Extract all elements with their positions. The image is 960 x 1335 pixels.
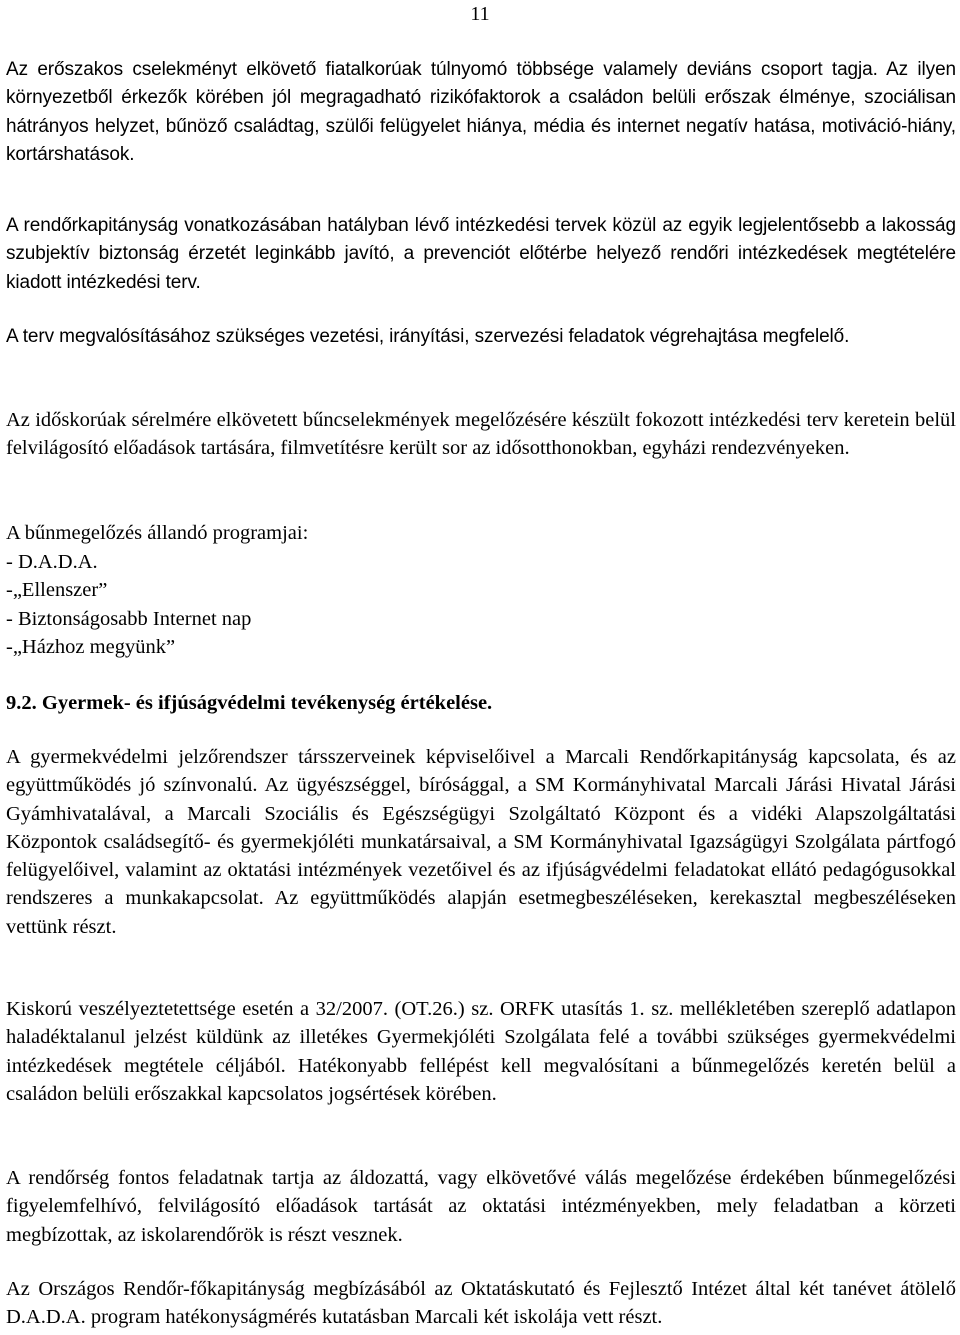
paragraph-text: Az Országos Rendőr-főkapitányság megbízásából az Oktatáskutató és Fejlesztő Intézet által két tanévet átölelő D.A.D.A. program hatékonyságmérés kutatásban Marcali két iskolája vett részt.: [6, 1278, 956, 1329]
program-item: - D.A.D.A.: [6, 550, 98, 573]
paragraph-dada-research: [6, 1275, 956, 1332]
paragraph-child-protection: [6, 743, 956, 941]
paragraph-child-endangerment: [6, 995, 956, 1108]
section-title: 9.2. Gyermek- és ifjúságvédelmi tevékenység értékelése.: [6, 692, 493, 714]
paragraph-elderly-protection: [6, 406, 956, 463]
paragraph-text: A gyermekvédelmi jelzőrendszer társszerveinek képviselőivel a Marcali Rendőrkapitányság kapcsolata, és az együttműködés jó színvonalú. Az ügyészséggel, bírósággal, a SM Kormányhivatal Marcali Járási Hivatal Járási Gyámhivatalával, a Marcali Szociális és Egészségügyi Szolgáltató Központ és a vidéki Alapszolgáltatási Központok családsegítő- és gyermekjóléti munkatársaival, a SM Kormányhivatal Igazságügyi Szolgálata pártfogó felügyelőivel, valamint az oktatási intézmények vezetőivel és az ifjúságvédelmi feladatokat ellátó pedagógusokkal rendszeres a munkakapcsolat. Az együttműködés alapján esetmegbeszéléseken, kerekasztal megbeszéléseken vettünk részt.: [6, 746, 956, 938]
paragraph-action-plans: [6, 212, 956, 297]
page-number: 11: [470, 3, 490, 25]
program-item: -„Ellenszer”: [6, 579, 108, 601]
paragraph-text: Az erőszakos cselekményt elkövető fiatalkorúak túlnyomó többsége valamely deviáns csoport tagja. Az ilyen környezetből érkezők körében jól megragadható rizikófaktorok a családon belüli erőszak élménye, szociálisan hátrányos helyzet, bűnöző családtag, szülői felügyelet hiánya, média és internet negatív hatása, motiváció-hiány, kortárshatások.: [6, 59, 956, 165]
program-list: [6, 519, 956, 662]
paragraph-text: A rendőrkapitányság vonatkozásában hatályban lévő intézkedési tervek közül az egyik legjelentősebb a lakosság szubjektív biztonság érzetét leginkább javító, a prevenciót előtérbe helyező rendőri intézkedések megtételére kiadott intézkedési terv.: [6, 215, 956, 293]
program-item: -„Házhoz megyünk”: [6, 636, 176, 658]
program-list-title: A bűnmegelőzés állandó programjai:: [6, 522, 309, 544]
paragraph-plan-implementation: [6, 323, 956, 351]
paragraph-risk-factors: [6, 56, 956, 169]
paragraph-text: A rendőrség fontos feladatnak tartja az áldozattá, vagy elkövetővé válás megelőzése érdekében bűnmegelőzési figyelemfelhívó, felvilágosító előadások tartását az oktatási intézményekben, mely feladatban a körzeti megbízottak, az iskolarendőrök is részt vesznek.: [6, 1167, 956, 1246]
paragraph-prevention-lectures: [6, 1164, 956, 1249]
paragraph-text: Az időskorúak sérelmére elkövetett bűncselekmények megelőzésére készült fokozott intézkedési terv keretein belül felvilágosító előadások tartására, filmvetítésre került sor az idősotthonokban, egyházi rendezvényeken.: [6, 409, 956, 460]
section-heading: [6, 689, 956, 717]
paragraph-text: Kiskorú veszélyeztetettsége esetén a 32/2007. (OT.26.) sz. ORFK utasítás 1. sz. mellékletében szereplő adatlapon haladéktalanul jelzést küldünk az illetékes Gyermekjóléti Szolgálata felé a további szükséges gyermekvédelmi intézkedések megtétele céljából. Hatékonyabb fellépést kell megvalósítani a bűnmegelőzés keretén belül a családon belüli erőszakkal kapcsolatos jogsértések körében.: [6, 998, 956, 1105]
paragraph-text: A terv megvalósításához szükséges vezetési, irányítási, szervezési feladatok végrehajtása megfelelő.: [6, 326, 850, 347]
program-item: - Biztonságosabb Internet nap: [6, 607, 252, 630]
